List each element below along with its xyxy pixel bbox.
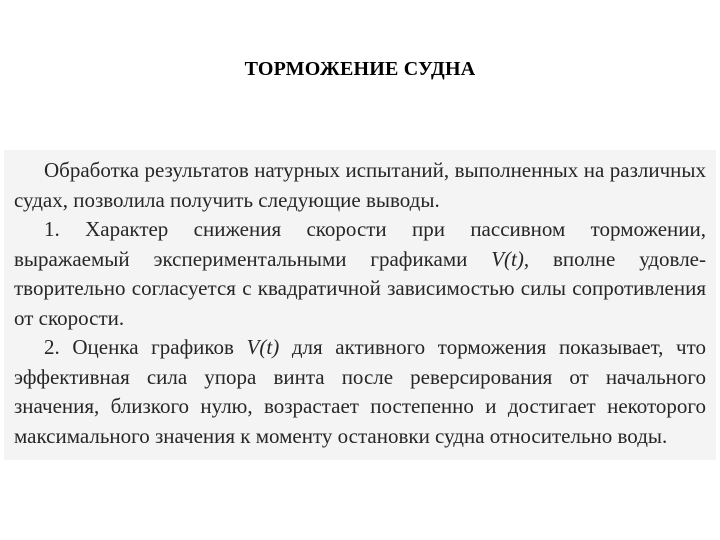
conclusion-1-text-end: , вполне удовлетворительно согласуется с квадратичной зависимостью силы сопротивления от скорости. — [14, 246, 707, 330]
paragraph-conclusion-2 — [14, 333, 706, 451]
paragraph-intro — [14, 156, 706, 215]
scanned-text-block — [4, 150, 716, 460]
conclusion-2-text-end: для активного торможения показывает, что эффективная сила упора винта после реверсирования от начального значения, близкого нулю, возрастает постепенно и достигает некоторого максимального значения к моменту остановки судна относительно воды. — [14, 335, 706, 448]
paragraph-conclusion-1 — [14, 215, 706, 333]
conclusion-2-text-start: 2. Оценка графиков — [44, 335, 247, 359]
paragraph-intro-text: Обработка результатов натурных испытаний, выполненных на различных судах, позволила получить следующие выводы. — [14, 158, 706, 212]
slide-title: ТОРМОЖЕНИЕ СУДНА — [244, 58, 476, 80]
conclusion-1-text-start: 1. Характер снижения скорости при пассивном торможении, выражаемый экспериментальными графиками — [14, 217, 706, 271]
formula-v-of-t: V(t) — [246, 335, 280, 359]
formula-v-of-t: V(t) — [491, 246, 524, 271]
